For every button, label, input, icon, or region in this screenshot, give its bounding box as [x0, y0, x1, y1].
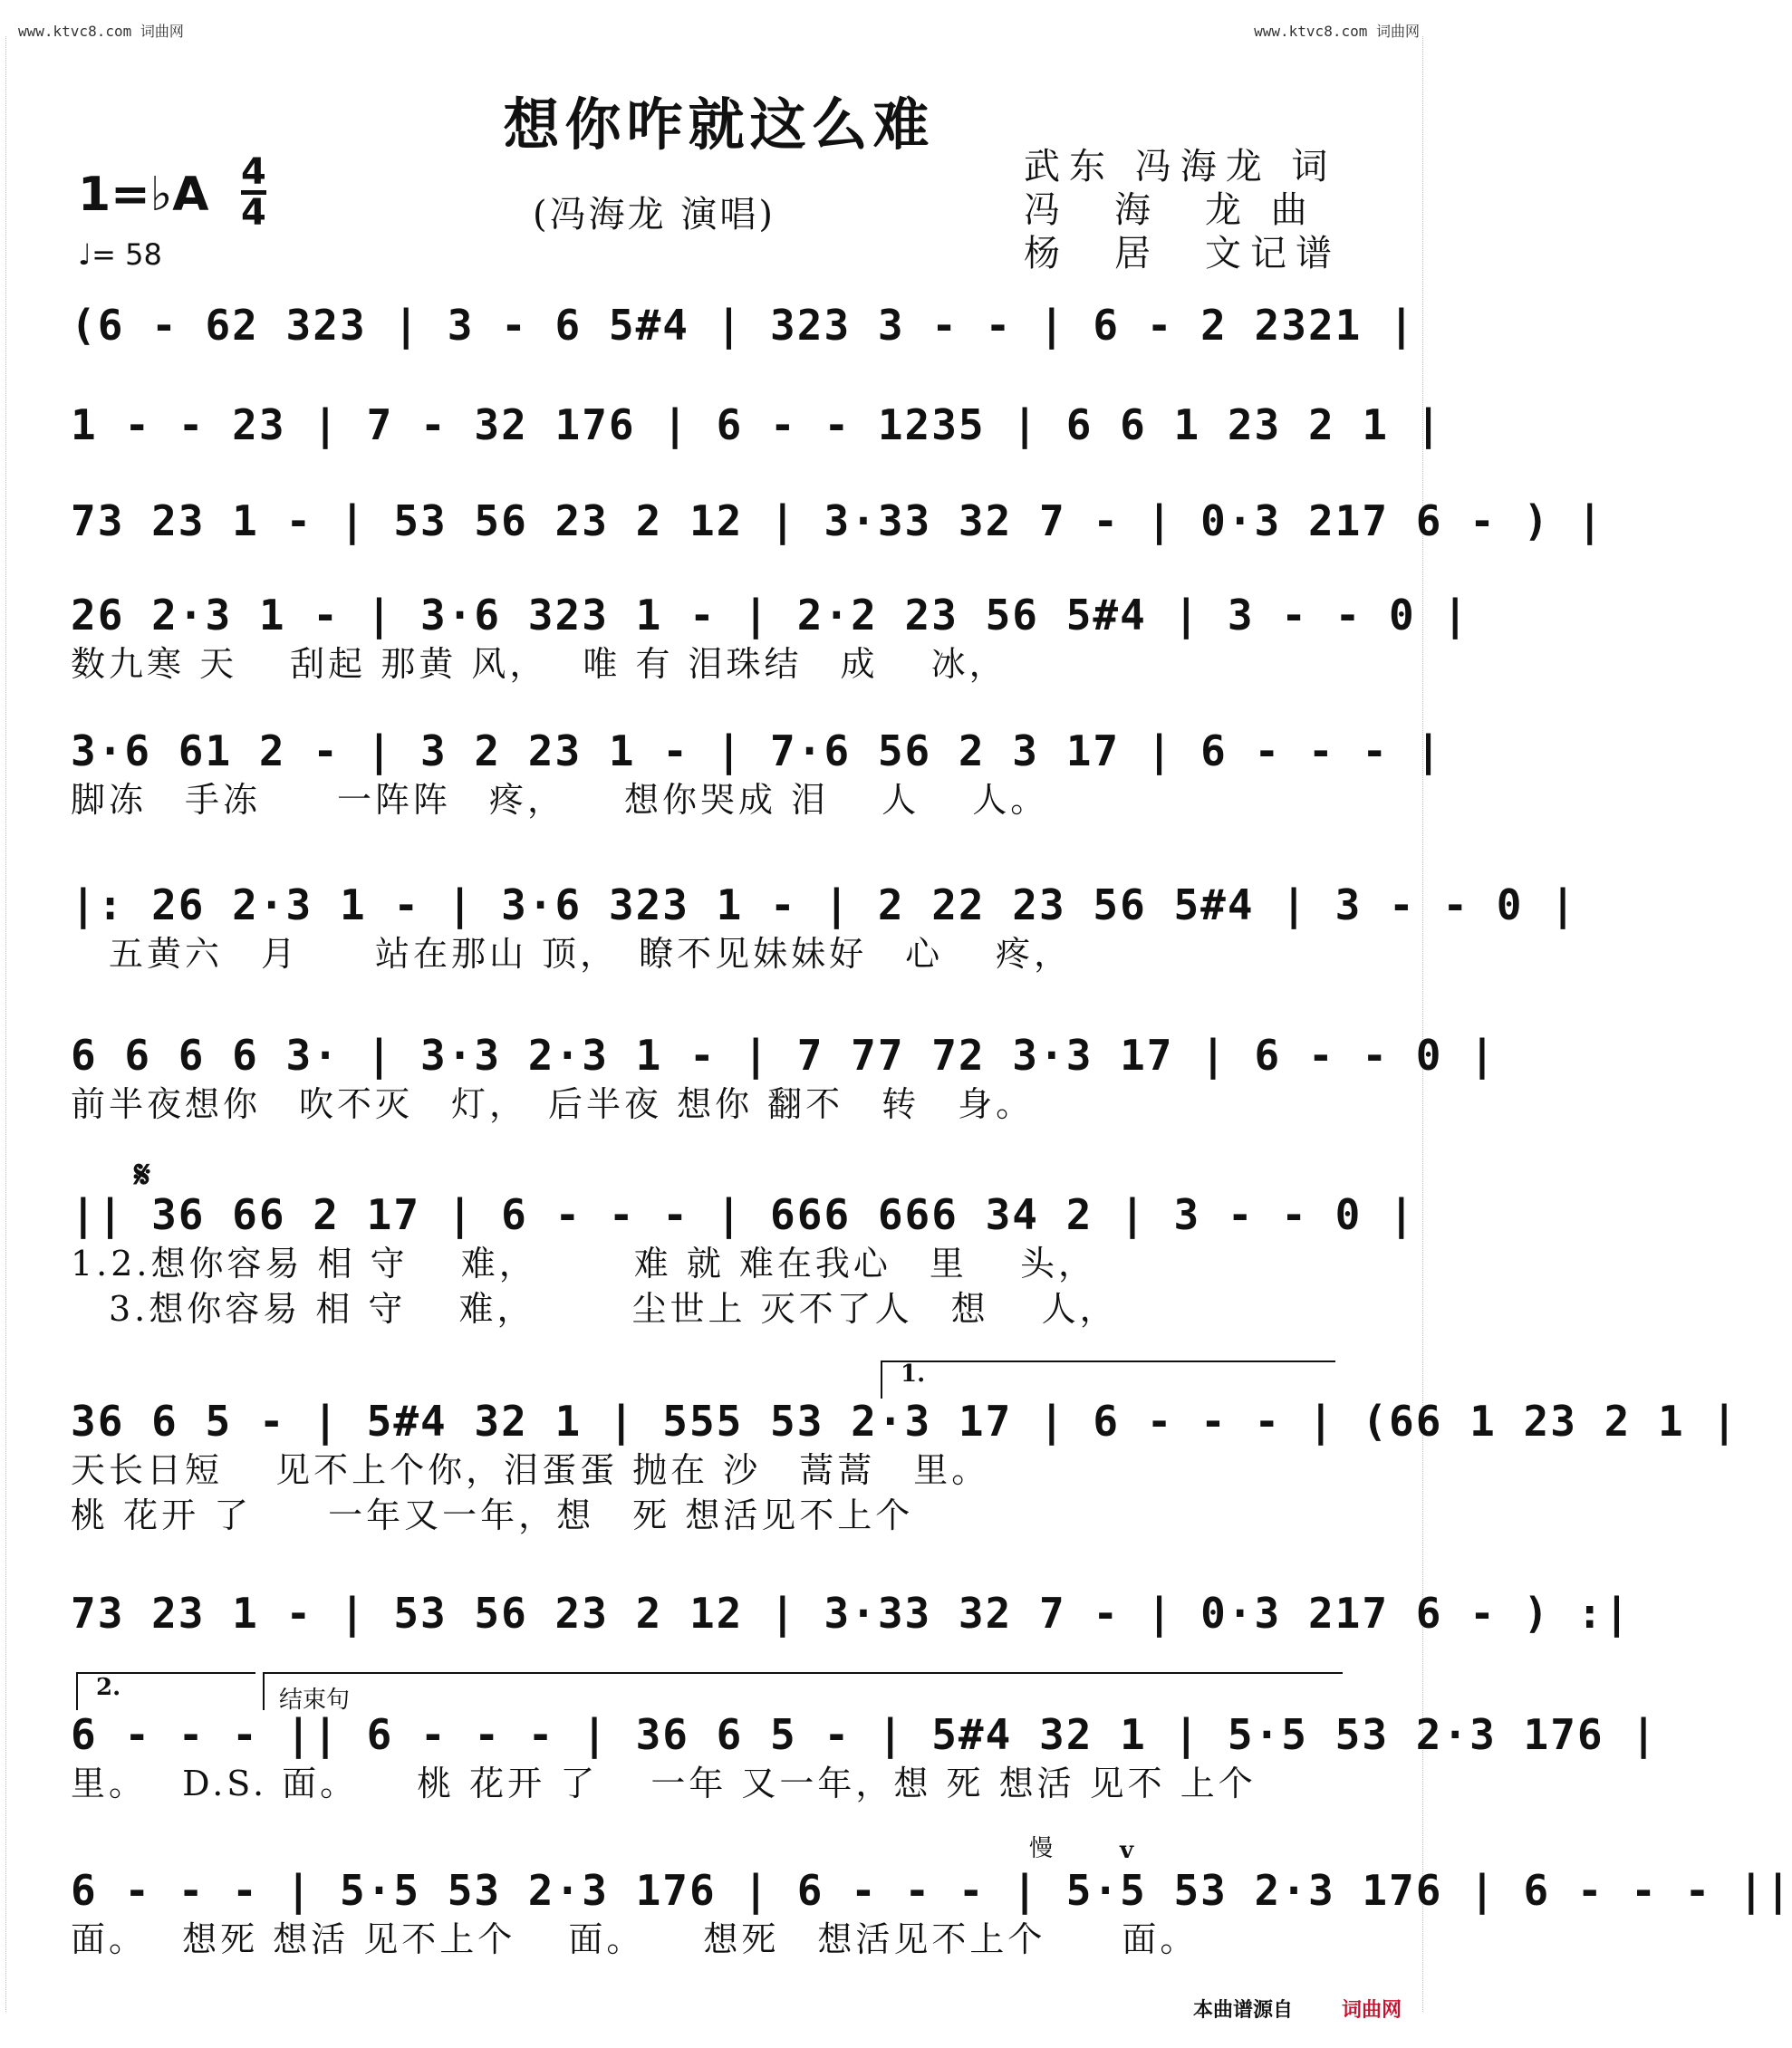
score-line-10 [71, 1587, 1632, 1639]
first-ending-label: 1. [901, 1361, 926, 1388]
composer-credits [1024, 145, 1341, 275]
site-watermark-left: www.ktvc8.com 词曲网 [18, 23, 184, 40]
notes-line-2: 1 - - 23 | 7 - 32 176 | 6 - - 1235 | 6 6 1 23 2 1 | [71, 400, 1443, 449]
notes-line-7: 6 6 6 6 3· | 3·3 2·3 1 - | 7 77 72 3·3 17 | 6 - - 0 | [71, 1031, 1497, 1080]
first-ending-bracket [881, 1361, 1335, 1399]
notes-line-11: 6 - - - || 6 - - - | 36 6 5 - | 5#4 32 1 | 5·5 53 2·3 176 | [71, 1710, 1658, 1759]
score-line-5 [71, 725, 1443, 822]
key-signature: 1=♭A [78, 168, 209, 222]
score-line-7 [71, 1029, 1497, 1127]
singer-credit: (冯海龙 演唱) [533, 194, 776, 236]
score-line-9 [71, 1395, 1739, 1538]
breath-mark: v [1120, 1837, 1134, 1864]
lyric-line-11: 桃 花开 了 一年又一年，想 死 想活见不上个 [71, 1495, 914, 1535]
score-line-3 [71, 495, 1604, 547]
notes-line-10: 73 23 1 - | 53 56 23 2 12 | 3·33 32 7 - | 0·3 217 6 - ) :| [71, 1589, 1632, 1638]
score-line-12 [71, 1864, 1792, 1962]
meter-top: 4 [241, 151, 266, 193]
notes-line-9: 36 6 5 - | 5#4 32 1 | 555 53 2·3 17 | 6 - - - | (66 1 23 2 1 | [71, 1397, 1739, 1446]
notes-line-3: 73 23 1 - | 53 56 23 2 12 | 3·33 32 7 - | 0·3 217 6 - ) | [71, 496, 1604, 545]
notes-line-4: 26 2·3 1 - | 3·6 323 1 - | 2·2 23 56 5#4 | 3 - - 0 | [71, 591, 1470, 639]
footer-site-link[interactable]: 词曲网 [1341, 1999, 1402, 2022]
score-line-4 [71, 589, 1470, 687]
lyric-line-4: 数九寒 天 刮起 那黄 风， 唯 有 泪珠结 成 冰， [71, 644, 1007, 684]
score-line-2 [71, 399, 1443, 451]
lyric-line-10: 天长日短 见不上个你，泪蛋蛋 抛在 沙 蒿蒿 里。 [71, 1450, 990, 1490]
site-watermark-right: www.ktvc8.com 词曲网 [1254, 23, 1420, 40]
lyric-line-8: 1.2.想你容易 相 守 难， 难 就 难在我心 里 头， [71, 1244, 1096, 1284]
song-title: 想你咋就这么难 [503, 91, 935, 158]
lyricist-credit: 武东 冯海龙 词 [1024, 146, 1337, 187]
time-signature [241, 151, 266, 234]
second-ending-label: 2. [96, 1674, 121, 1701]
lyric-line-9: 3.想你容易 相 守 难， 尘世上 灭不了人 想 人， [71, 1289, 1118, 1329]
coda-bracket [263, 1672, 1343, 1714]
score-line-11 [71, 1708, 1658, 1806]
notes-line-8: || 36 66 2 17 | 6 - - - | 666 666 34 2 | 3 - - 0 | [71, 1190, 1416, 1239]
segno-sign: 𝄋 [134, 1152, 151, 1197]
notes-line-6: |: 26 2·3 1 - | 3·6 323 1 - | 2 22 23 56 5#4 | 3 - - 0 | [71, 880, 1577, 929]
slow-mark: 慢 [1029, 1835, 1054, 1862]
score-line-6 [71, 879, 1577, 976]
lyric-line-12: 里。 D.S. 面。 桃 花开 了 一年 又一年，想 死 想活 见不 上个 [71, 1764, 1257, 1803]
footer-source: 本曲谱源自 [1192, 1999, 1293, 2022]
score-line-1 [71, 299, 1416, 351]
second-ending-bracket [76, 1672, 255, 1710]
composer-credit: 冯 海 龙 曲 [1024, 189, 1316, 231]
left-margin-strip [5, 36, 15, 2012]
tempo-mark: ♩= 58 [78, 237, 162, 272]
notes-line-12: 6 - - - | 5·5 53 2·3 176 | 6 - - - | 5·5 53 2·3 176 | 6 - - - || [71, 1866, 1792, 1915]
lyric-line-5: 脚冻 手冻 一阵阵 疼， 想你哭成 泪 人 人。 [71, 780, 1049, 820]
notes-line-1: (6 - 62 323 | 3 - 6 5#4 | 323 3 - - | 6 - 2 2321 | [71, 301, 1416, 350]
transcriber-credit: 杨 居 文记谱 [1024, 233, 1341, 274]
score-line-8 [71, 1188, 1416, 1332]
coda-label: 结束句 [279, 1687, 351, 1714]
lyric-line-6: 五黄六 月 站在那山 顶， 瞭不见妹妹好 心 疼， [71, 934, 1073, 974]
meter-bottom: 4 [241, 192, 266, 234]
notes-line-5: 3·6 61 2 - | 3 2 23 1 - | 7·6 56 2 3 17 | 6 - - - | [71, 726, 1443, 775]
lyric-line-13: 面。 想死 想活 见不上个 面。 想死 想活见不上个 面。 [71, 1919, 1199, 1959]
lyric-line-7: 前半夜想你 吹不灭 灯， 后半夜 想你 翻不 转 身。 [71, 1084, 1035, 1124]
